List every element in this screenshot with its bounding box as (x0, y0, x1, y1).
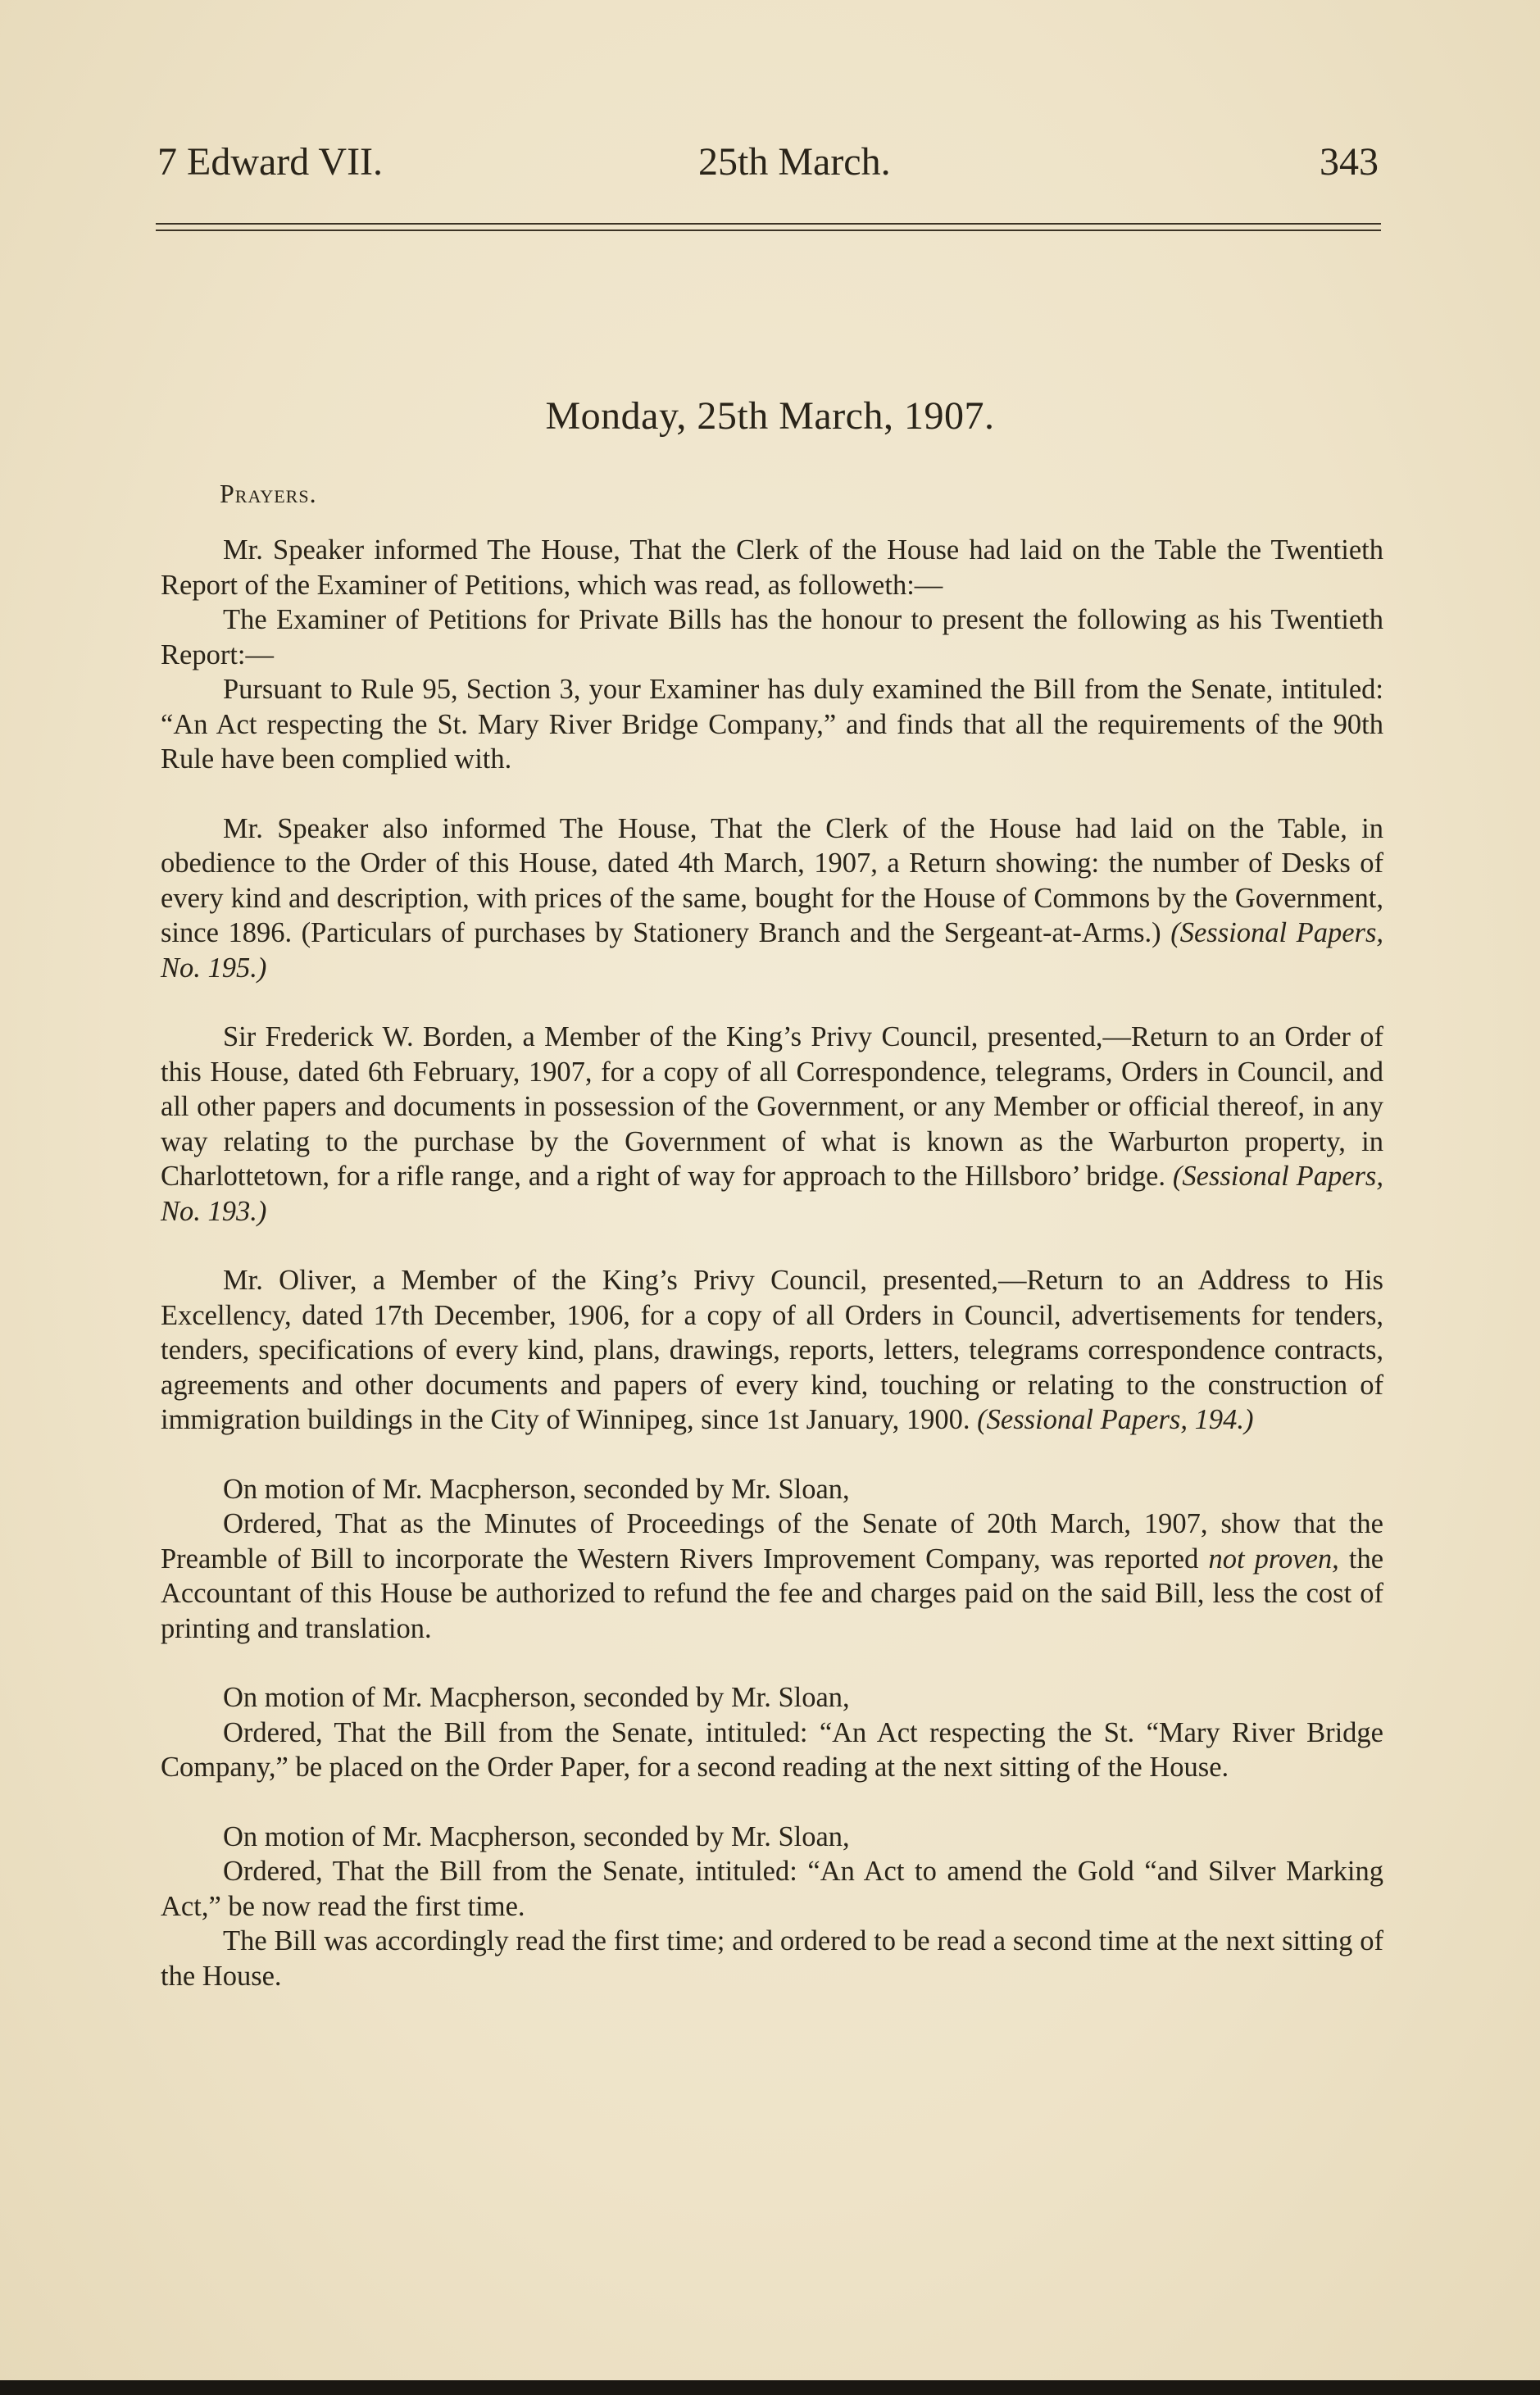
prayers-heading: Prayers. (220, 479, 317, 508)
paragraph-speaker-report: Mr. Speaker informed The House, That the Clerk of the House had laid on the Table the Twentieth Report of the Examiner of Petitions, which was read, as followeth:— (161, 534, 1383, 601)
running-head-date: 25th March. (698, 140, 891, 184)
paragraph-motion-3: On motion of Mr. Macpherson, seconded by Mr. Sloan, (223, 1820, 850, 1852)
scan-bottom-edge (0, 2380, 1540, 2395)
paragraph-refund-order (161, 1507, 1383, 1646)
sitting-date-heading: Monday, 25th March, 1907. (545, 394, 995, 438)
borden-return-text: Sir Frederick W. Borden, a Member of the King’s Privy Council, presented,—Return to an Order of this House, dated 6th February, 1907, for a copy of all Correspondence, telegrams, Orders in Council, and all other papers and documents in possession of the Government, or any Member or official thereof, in any way relating to the purchase by the Government of what is known as the Warburton property, in Charlottetown, for a rifle range, and a right of way for approach to the Hillsboro’ bridge. (161, 1021, 1383, 1192)
refund-order-italic: not proven, (1208, 1543, 1339, 1575)
paragraph-motion-2: On motion of Mr. Macpherson, seconded by Mr. Sloan, (223, 1682, 850, 1713)
page-number: 343 (1320, 140, 1379, 184)
paragraph-borden-return (161, 1020, 1383, 1229)
paragraph-oliver-return (161, 1263, 1383, 1438)
desks-return-sessional-ref: (Sessional Papers, No. 195.) (161, 917, 1383, 984)
paragraph-motion-1: On motion of Mr. Macpherson, seconded by Mr. Sloan, (223, 1473, 850, 1505)
refund-order-text-before: Ordered, That as the Minutes of Proceedings of the Senate of 20th March, 1907, show that the Preamble of Bill to incorporate the Western Rivers Improvement Company, was reported (161, 1508, 1383, 1575)
paragraph-order-paper: Ordered, That the Bill from the Senate, intituled: “An Act respecting the St. “Mary River Bridge Company,” be placed on the Order Paper, for a second reading at the next sitting of the House. (161, 1716, 1383, 1783)
paragraph-gold-silver-bill: Ordered, That the Bill from the Senate, intituled: “An Act to amend the Gold “and Silver Marking Act,” be now read the first time. (161, 1856, 1383, 1922)
paragraph-first-reading: The Bill was accordingly read the first time; and ordered to be read a second time at the next sitting of the House. (161, 1925, 1383, 1992)
paragraph-desks-return (161, 811, 1383, 986)
header-double-rule (156, 223, 1381, 231)
desks-return-text: Mr. Speaker also informed The House, That the Clerk of the House had laid on the Table, in obedience to the Order of this House, dated 4th March, 1907, a Return showing: the number of Desks of every kind and description, with prices of the same, bought for the House of Commons by the Government, since 1896. (Particulars of purchases by Stationery Branch and the Sergeant-at-Arms.) (161, 812, 1383, 948)
oliver-return-sessional-ref: (Sessional Papers, 194.) (977, 1404, 1254, 1435)
journal-body (161, 533, 1383, 1993)
borden-return-sessional-ref: (Sessional Papers, No. 193.) (161, 1161, 1383, 1227)
oliver-return-text: Mr. Oliver, a Member of the King’s Privy Council, presented,—Return to an Address to His Excellency, dated 17th December, 1906, for a copy of all Orders in Council, advertisements for tenders, tenders, specifications of every kind, plans, drawings, reports, letters, telegrams correspondence contracts, agreements and other documents and papers of every kind, touching or relating to the construction of immigration buildings in the City of Winnipeg, since 1st January, 1900. (161, 1265, 1383, 1435)
paragraph-examiner-finding: Pursuant to Rule 95, Section 3, your Examiner has duly examined the Bill from the Senate, intituled: “An Act respecting the St. Mary River Bridge Company,” and finds that all the requirements of the 90th Rule have been complied with. (161, 674, 1383, 775)
running-head (157, 138, 1379, 187)
paragraph-examiner-intro: The Examiner of Petitions for Private Bills has the honour to present the following as his Twentieth Report:— (161, 604, 1383, 670)
running-head-regnal-year: 7 Edward VII. (157, 140, 384, 184)
refund-order-text-after: the Accountant of this House be authorized to refund the fee and charges paid on the said Bill, less the cost of printing and translation. (161, 1543, 1384, 1644)
